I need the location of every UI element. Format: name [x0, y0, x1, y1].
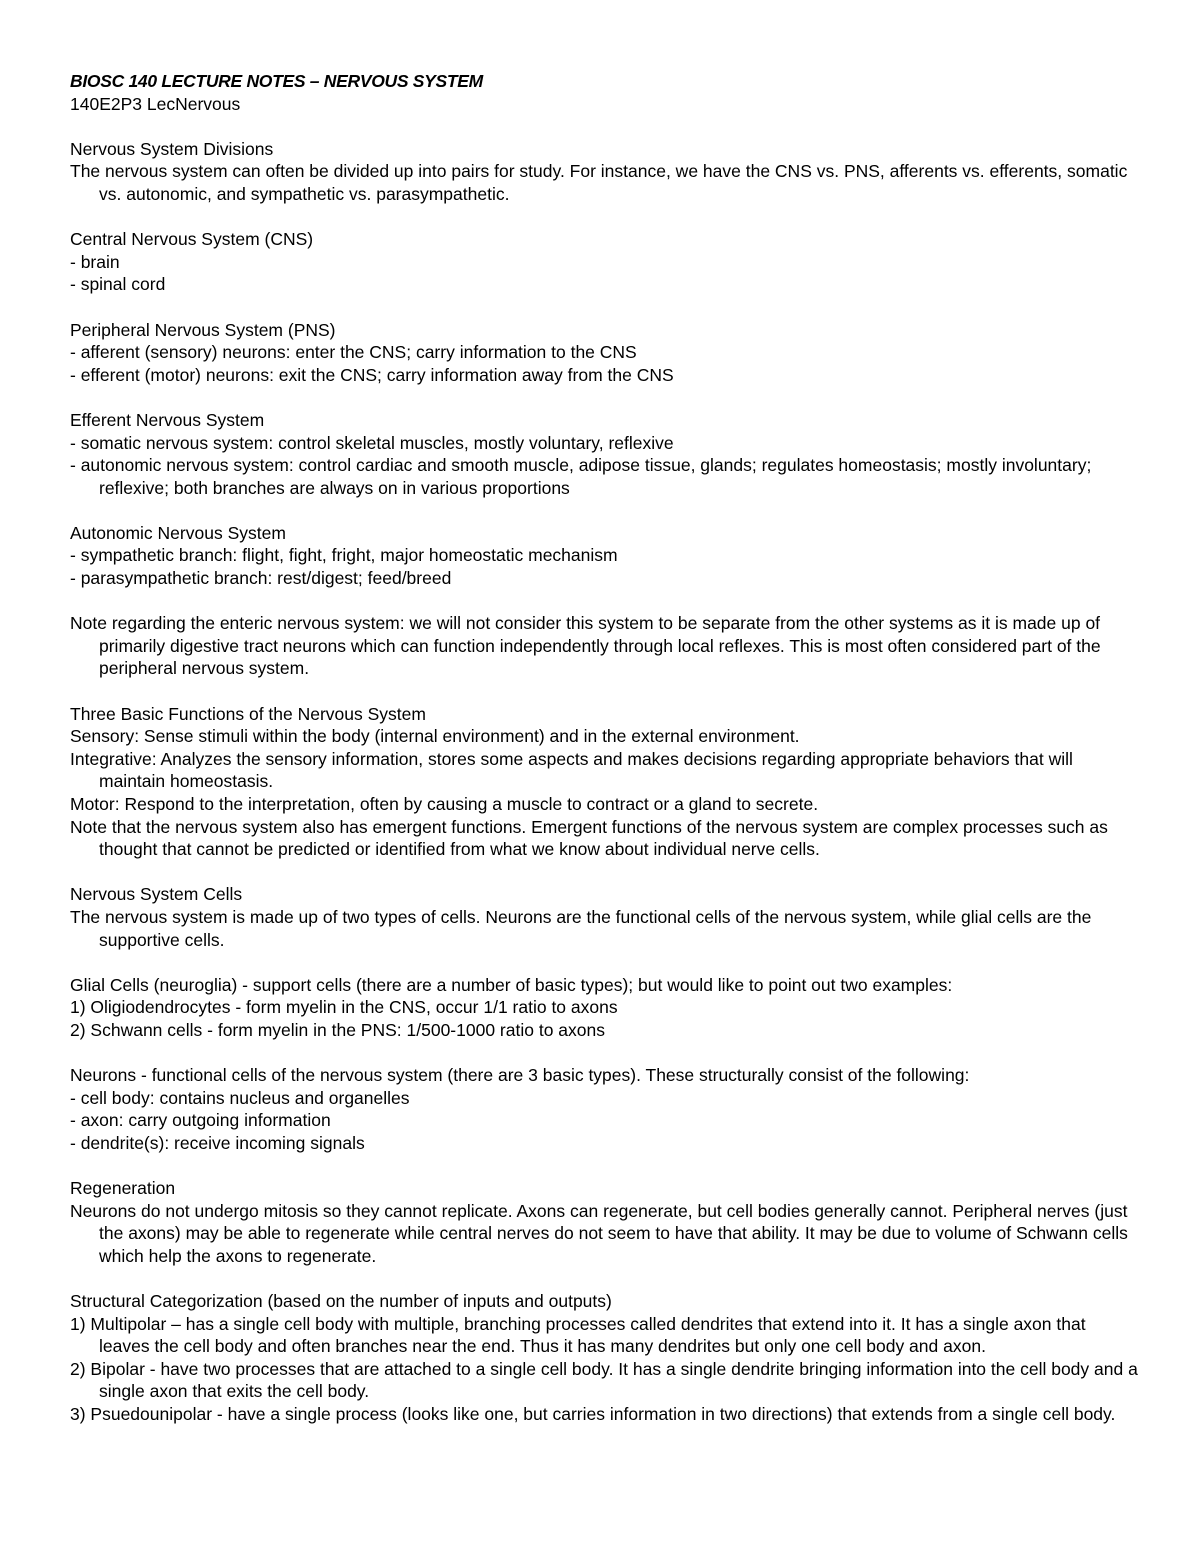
efferent-heading: Efferent Nervous System [70, 409, 265, 430]
divisions-text: The nervous system can often be divided up into pairs for study. For instance, we have the CNS vs. PNS, afferents vs. efferents, somatic vs. autonomic, and sympathetic vs. parasympathetic. [70, 161, 1128, 204]
autonomic-item: - parasympathetic branch: rest/digest; feed/breed [70, 568, 452, 589]
functions-item: Integrative: Analyzes the sensory information, stores some aspects and makes decisions regarding appropriate behaviors that will maintain homeostasis. [70, 748, 1073, 792]
spacer [70, 1267, 1140, 1290]
spacer [70, 680, 1140, 703]
pns-item: - efferent (motor) neurons: exit the CNS; carry information away from the CNS [70, 364, 674, 385]
spacer [70, 861, 1140, 884]
functions-item: Sensory: Sense stimuli within the body (internal environment) and in the external environment. [70, 726, 800, 747]
structural-item: 3) Psuedounipolar - have a single process (looks like one, but carries information in two directions) that extends from a single cell body. [70, 1404, 1116, 1425]
document-title: BIOSC 140 LECTURE NOTES – NERVOUS SYSTEM [70, 71, 483, 91]
spacer [70, 1155, 1140, 1178]
neurons-item: - axon: carry outgoing information [70, 1110, 331, 1131]
cells-heading: Nervous System Cells [70, 884, 243, 905]
efferent-item: - autonomic nervous system: control cardiac and smooth muscle, adipose tissue, glands; regulates homeostasis; mostly involuntary; reflexive; both branches are always on in various proportions [70, 455, 1092, 498]
document-code: 140E2P3 LecNervous [70, 93, 241, 114]
spacer [70, 1042, 1140, 1065]
regeneration-heading: Regeneration [70, 1178, 176, 1199]
enteric-note: Note regarding the enteric nervous system: we will not consider this system to be separate from the other systems as it is made up of primarily digestive tract neurons which can function independently through local reflexes. This is most often considered part of the peripheral nervous system. [70, 613, 1101, 679]
spacer [70, 206, 1140, 229]
cells-text: The nervous system is made up of two types of cells. Neurons are the functional cells of the nervous system, while glial cells are the supportive cells. [70, 906, 1092, 950]
glial-heading: Glial Cells (neuroglia) - support cells (there are a number of basic types); but would like to point out two examples: [70, 974, 953, 995]
structural-heading: Structural Categorization (based on the number of inputs and outputs) [70, 1291, 612, 1312]
cns-heading: Central Nervous System (CNS) [70, 229, 314, 250]
autonomic-heading: Autonomic Nervous System [70, 522, 286, 543]
spacer [70, 951, 1140, 974]
document-page [70, 70, 1140, 1426]
structural-item: 2) Bipolar - have two processes that are attached to a single cell body. It has a single dendrite bringing information into the cell body and a single axon that exits the cell body. [70, 1358, 1138, 1402]
glial-item: 2) Schwann cells - form myelin in the PNS: 1/500-1000 ratio to axons [70, 1019, 605, 1040]
spacer [70, 115, 1140, 138]
regeneration-text: Neurons do not undergo mitosis so they cannot replicate. Axons can regenerate, but cell bodies generally cannot. Peripheral nerves (just the axons) may be able to regenerate while central nerves do not seem to have that ability. It may be due to volume of Schwann cells which help the axons to regenerate. [70, 1200, 1128, 1266]
glial-item: 1) Oligiodendrocytes - form myelin in the CNS, occur 1/1 ratio to axons [70, 997, 618, 1018]
functions-item: Note that the nervous system also has emergent functions. Emergent functions of the nervous system are complex processes such as thought that cannot be predicted or identified from what we know about individual nerve cells. [70, 816, 1108, 860]
cns-item: - brain [70, 251, 120, 272]
efferent-item: - somatic nervous system: control skeletal muscles, mostly voluntary, reflexive [70, 432, 674, 453]
functions-item: Motor: Respond to the interpretation, often by causing a muscle to contract or a gland to secrete. [70, 794, 819, 814]
neurons-item: - dendrite(s): receive incoming signals [70, 1132, 365, 1153]
autonomic-item: - sympathetic branch: flight, fight, fright, major homeostatic mechanism [70, 545, 618, 566]
divisions-heading: Nervous System Divisions [70, 138, 274, 159]
spacer [70, 590, 1140, 613]
functions-heading: Three Basic Functions of the Nervous System [70, 703, 426, 724]
spacer [70, 386, 1140, 409]
cns-item: - spinal cord [70, 274, 166, 295]
structural-item: 1) Multipolar – has a single cell body with multiple, branching processes called dendrites that extend into it. It has a single axon that leaves the cell body and often branches near the end. Thus it has many dendrites but only one cell body and axon. [70, 1313, 1086, 1357]
neurons-heading: Neurons - functional cells of the nervous system (there are 3 basic types). These structurally consist of the following: [70, 1065, 970, 1086]
spacer [70, 499, 1140, 522]
neurons-item: - cell body: contains nucleus and organelles [70, 1087, 410, 1108]
pns-heading: Peripheral Nervous System (PNS) [70, 319, 336, 340]
spacer [70, 296, 1140, 319]
pns-item: - afferent (sensory) neurons: enter the CNS; carry information to the CNS [70, 342, 637, 363]
